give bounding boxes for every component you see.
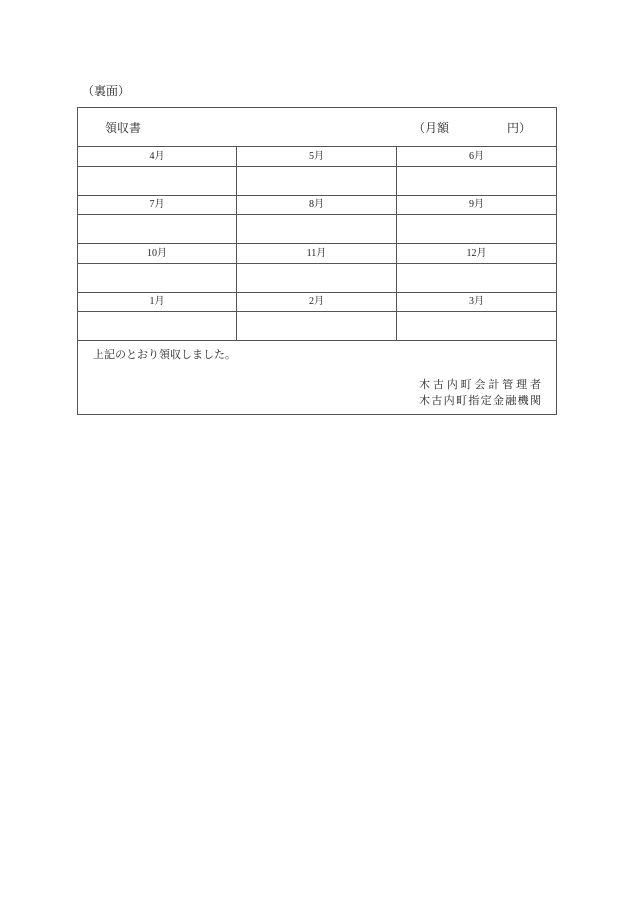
issuer-designated-bank: 木古内町指定金融機関 bbox=[419, 395, 541, 407]
receipt-stamp-row bbox=[78, 264, 556, 293]
monthly-amount-prefix: （月額 bbox=[413, 121, 450, 135]
receipt-statement: 上記のとおり領収しました。 bbox=[93, 349, 236, 361]
issuer-accounting-manager: 木古内町会計管理者 bbox=[419, 379, 541, 391]
month-label-row bbox=[78, 244, 556, 264]
month-label: 12月 bbox=[466, 247, 487, 259]
month-label: 9月 bbox=[469, 199, 484, 210]
receipt-stamp-cell bbox=[397, 312, 556, 340]
receipt-stamp-cell bbox=[78, 167, 237, 195]
receipt-stamp-cell bbox=[397, 167, 556, 195]
month-label: 11月 bbox=[237, 244, 397, 263]
month-label: 7月 bbox=[78, 196, 237, 214]
receipt-stamp-row bbox=[78, 167, 556, 196]
form-footer bbox=[78, 341, 556, 414]
receipt-stamp-cell bbox=[78, 264, 237, 292]
month-label: 3月 bbox=[469, 296, 484, 307]
month-label: 5月 bbox=[237, 147, 397, 166]
receipt-stamp-row bbox=[78, 312, 556, 341]
month-label-row bbox=[78, 147, 556, 167]
month-label: 2月 bbox=[237, 293, 397, 311]
month-label-row bbox=[78, 196, 556, 215]
side-label: （裏面） bbox=[82, 84, 131, 98]
month-label-row bbox=[78, 293, 556, 312]
receipt-stamp-cell bbox=[237, 167, 397, 195]
month-label: 4月 bbox=[78, 147, 237, 166]
month-label: 10月 bbox=[78, 244, 237, 263]
receipt-form bbox=[77, 107, 557, 415]
form-header bbox=[78, 108, 556, 147]
form-title: 領収書 bbox=[105, 121, 142, 135]
receipt-stamp-cell bbox=[237, 264, 397, 292]
monthly-amount bbox=[413, 121, 531, 135]
receipt-stamp-cell bbox=[237, 312, 397, 340]
month-label: 6月 bbox=[469, 150, 484, 162]
monthly-amount-suffix: 円） bbox=[507, 121, 532, 135]
month-label: 8月 bbox=[237, 196, 397, 214]
receipt-stamp-row bbox=[78, 215, 556, 244]
monthly-amount-blank bbox=[449, 121, 507, 135]
issuer-block bbox=[419, 377, 541, 409]
receipt-stamp-cell bbox=[397, 215, 556, 243]
receipt-stamp-cell bbox=[397, 264, 556, 292]
receipt-stamp-cell bbox=[78, 215, 237, 243]
receipt-stamp-cell bbox=[237, 215, 397, 243]
month-label: 1月 bbox=[78, 293, 237, 311]
receipt-stamp-cell bbox=[78, 312, 237, 340]
